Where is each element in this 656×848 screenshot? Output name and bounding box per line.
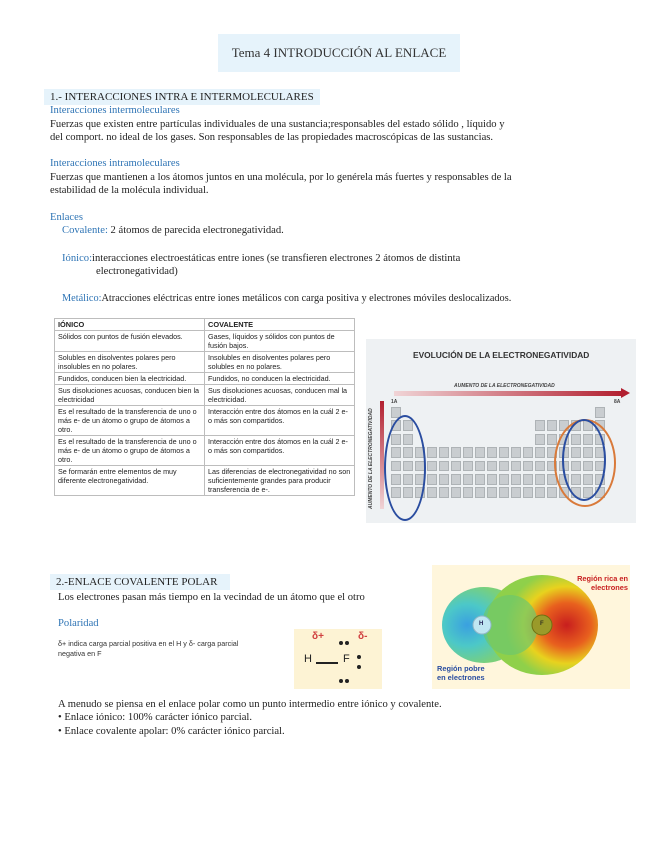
electronegativity-figure [366,339,636,523]
table-cell: Sólidos con puntos de fusión elevados. [55,331,205,352]
section-1-heading: 1.- INTERACCIONES INTRA E INTERMOLECULARES [44,89,320,105]
element-cell [475,461,485,472]
element-cell [547,420,557,431]
element-cell [511,461,521,472]
page-title [218,34,460,72]
region-rich-line-2: electrones [591,583,628,592]
covalente-label: Covalente: [62,225,108,236]
element-cell [475,487,485,498]
element-cell [535,461,545,472]
element-cell [523,447,533,458]
table-row [55,352,355,373]
section-2-text: Los electrones pasan más tiempo en la vecindad de un átomo que el otro [58,592,365,603]
table-cell: Se formarán entre elementos de muy diferente electronegatividad. [55,466,205,496]
covalente-line [62,224,284,237]
element-cell [511,474,521,485]
element-cell [595,407,605,418]
element-cell [451,461,461,472]
left-highlight-ellipse [384,415,426,521]
element-cell [451,474,461,485]
element-cell [427,447,437,458]
element-cell [535,420,545,431]
bullet-covalent: • Enlace covalente apolar: 0% carácter iónico parcial. [58,726,285,737]
covalente-text: 2 átomos de parecida electronegatividad. [107,225,284,236]
right-highlight-ellipse-inner [562,419,606,501]
table-cell: Sus disoluciones acuosas, conducen bien la electricidad [55,385,205,406]
element-cell [487,447,497,458]
region-rich-label [560,574,628,592]
element-cell [463,447,473,458]
arrow-top-label: AUMENTO DE LA ELECTRONEGATIVIDAD [454,383,555,389]
ionico-text-2: electronegatividad) [96,266,178,277]
delta-plus-label: δ+ [312,631,324,642]
intra-heading: Interacciones intramoleculares [50,158,180,169]
element-cell [547,434,557,445]
group-1a-label: 1A [391,399,398,405]
element-cell [535,487,545,498]
element-cell [499,447,509,458]
table-cell: Solubles en disolventes polares pero insolubles en no polares. [55,352,205,373]
arrow-side-label: AUMENTO DE LA ELECTRONEGATIVIDAD [368,408,374,509]
table-header: IÓNICO [55,319,205,331]
element-cell [463,461,473,472]
table-cell: Fundidos, conducen bien la electricidad. [55,373,205,385]
table-cell: Insolubles en disolventes polares pero solubles en no polares. [205,352,355,373]
table-cell: Gases, líquidos y sólidos con puntos de fusión bajos. [205,331,355,352]
delta-note-1: δ+ indica carga parcial positiva en el H y δ- carga parcial [58,639,239,648]
element-cell [511,447,521,458]
region-poor-label [437,664,485,682]
element-cell [451,487,461,498]
element-cell [463,487,473,498]
element-cell [523,487,533,498]
table-cell: Es el resultado de la transferencia de uno o más e- de un átomo o grupo de átomos a otro. [55,406,205,436]
element-cell [427,487,437,498]
page-title-text: Tema 4 INTRODUCCIÓN AL ENLACE [231,45,447,60]
element-cell [499,487,509,498]
element-cell [535,434,545,445]
region-poor-line-1: Región pobre [437,664,485,673]
table-header: COVALENTE [205,319,355,331]
region-poor-line-2: en electrones [437,673,485,682]
intra-text-1: Fuerzas que mantienen a los átomos juntos en una molécula, por lo genérela más fuertes y responsables de la [50,172,512,183]
element-cell [499,461,509,472]
table-row [55,466,355,496]
element-cell [499,474,509,485]
table-cell: Las diferencias de electronegatividad no son suficientemente grandes para producir transferencia de e-. [205,466,355,496]
element-cell [523,474,533,485]
element-cell [439,474,449,485]
element-cell [427,461,437,472]
bullet-ionic: • Enlace iónico: 100% carácter iónico parcial. [58,712,253,723]
atom-h-label: H [479,621,484,627]
ionico-label: Iónico: [62,253,93,264]
section-2-heading: 2.-ENLACE COVALENTE POLAR [50,574,230,590]
metalico-text: Atracciones eléctricas entre iones metálicos con carga positiva y electrones móviles deslocalizados. [101,293,512,304]
element-cell [439,487,449,498]
element-cell [535,447,545,458]
group-8a-label: 8A [614,399,621,405]
metalico-label: Metálico: [62,293,102,304]
element-cell [439,461,449,472]
element-cell [487,487,497,498]
element-cell [475,447,485,458]
electron-density-figure [432,565,630,689]
table-header-row [55,319,355,331]
f-atom-label: F [343,653,350,665]
figure-title: EVOLUCIÓN DE LA ELECTRONEGATIVIDAD [413,350,590,360]
element-cell [547,487,557,498]
region-rich-line-1: Región rica en [577,574,628,583]
table-row [55,373,355,385]
delta-note-2: negativa en F [58,649,102,658]
table-cell: Interacción entre dos átomos en la cuál 2 e- o más son compartidos. [205,436,355,466]
delta-minus-label: δ- [358,631,368,642]
element-cell [427,474,437,485]
ionico-text-1: interacciones electroestáticas entre iones (se transfieren electrones 2 átomos de distinta [92,253,461,264]
table-cell: Es el resultado de la transferencia de uno o más e- de un átomo o grupo de átomos a otro. [55,436,205,466]
h-atom-label: H [304,653,312,665]
metalico-line [62,292,511,305]
table-cell: Interacción entre dos átomos en la cuál 2 e- o más son compartidos. [205,406,355,436]
element-cell [475,474,485,485]
table-cell: Sus disoluciones acuosas, conducen mal la electricidad. [205,385,355,406]
table-row [55,406,355,436]
comparison-table [54,318,355,496]
inter-text-1: Fuerzas que existen entre partículas individuales de una sustancia;responsables del estado sólido , líquido y [50,119,505,130]
element-cell [451,447,461,458]
polar-paragraph: A menudo se piensa en el enlace polar como un punto intermedio entre iónico y covalente. [58,699,442,710]
inter-heading: Interacciones intermoleculares [50,105,180,116]
element-cell [487,461,497,472]
lone-pairs-icon [334,637,374,687]
ionico-line [62,252,460,265]
element-cell [463,474,473,485]
polaridad-heading: Polaridad [58,618,99,629]
atom-f-label: F [540,621,544,627]
element-cell [535,474,545,485]
element-cell [523,461,533,472]
table-row [55,385,355,406]
enlaces-heading: Enlaces [50,212,83,223]
table-row [55,331,355,352]
intra-text-2: estabilidad de la molécula individual. [50,185,209,196]
element-cell [439,447,449,458]
inter-text-2: del comport. no ideal de los gases. Son responsables de las propiedades macroscópicas de las sustancias. [50,132,494,143]
element-cell [511,487,521,498]
hf-lewis-figure [294,629,382,689]
element-cell [487,474,497,485]
table-cell: Fundidos, no conducen la electricidad. [205,373,355,385]
table-row [55,436,355,466]
